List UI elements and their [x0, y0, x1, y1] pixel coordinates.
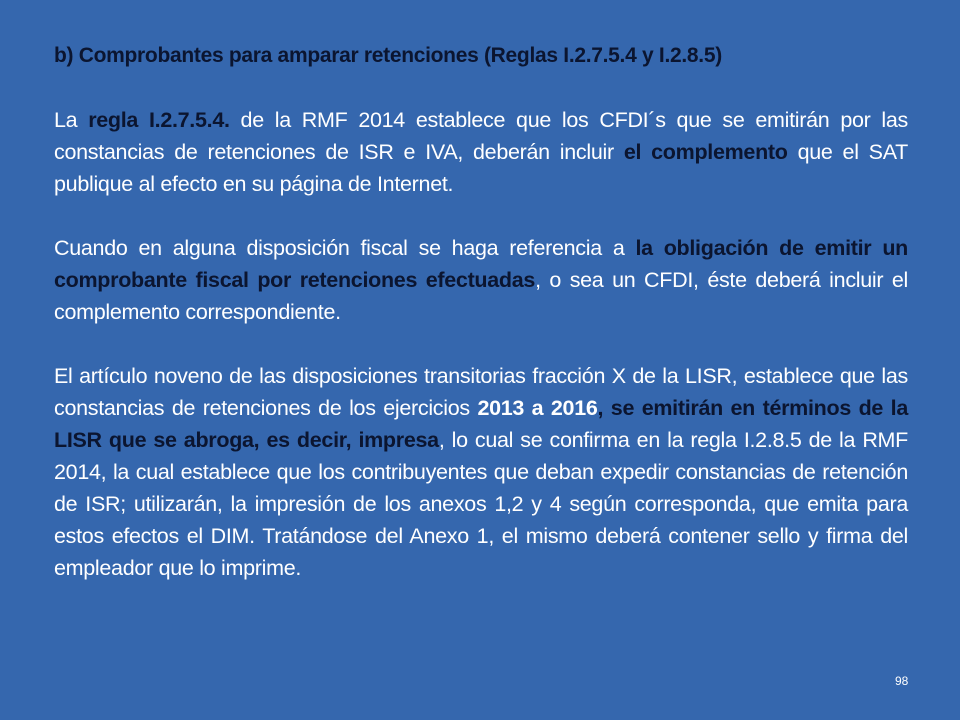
paragraph-obligacion	[54, 232, 908, 328]
paragraph-articulo-noveno	[54, 360, 908, 584]
paragraph-text: Cuando en alguna disposición fiscal se haga referencia a	[54, 236, 636, 260]
emphasis-ejercicios: 2013 a 2016	[477, 396, 598, 420]
emphasis-complemento: el complemento	[623, 140, 788, 164]
paragraph-text: El artículo noveno de las disposiciones transitorias fracción X de la LISR, establece que las constancias de retenciones de los ejercicios	[54, 364, 908, 420]
emphasis-impresa: , se emitirán en términos de la LISR que se abroga, es decir, impresa	[54, 396, 908, 452]
paragraph-text: , o sea un CFDI, éste deberá incluir el complemento correspondiente.	[54, 268, 909, 324]
paragraph-text: de la RMF 2014 establece que los CFDI´s que se emitirán por las constancias de retenciones de ISR e IVA, deberán incluir	[54, 108, 908, 164]
paragraph-regla-cfdi	[54, 104, 908, 200]
paragraph-text: que el SAT publique al efecto en su página de Internet.	[54, 140, 908, 196]
slide-title: b) Comprobantes para amparar retenciones (Reglas I.2.7.5.4 y I.2.8.5)	[54, 44, 722, 67]
emphasis-obligacion: la obligación de emitir un comprobante fiscal por retenciones efectuadas	[54, 236, 908, 292]
slide-content	[54, 40, 908, 616]
page-number: 98	[895, 674, 909, 688]
paragraph-text: , lo cual se confirma en la regla I.2.8.5 de la RMF 2014, la cual establece que los contribuyentes que deban expedir constancias de retención de ISR; utilizarán, la impresión de los anexos 1,2 y 4 según corresponda, que emita para estos efectos el DIM. Tratándose del Anexo 1, el mismo deberá contener sello y firma del empleador que lo imprime.	[54, 428, 908, 580]
emphasis-regla: regla I.2.7.5.4.	[88, 108, 230, 132]
paragraph-text: La	[54, 108, 89, 132]
